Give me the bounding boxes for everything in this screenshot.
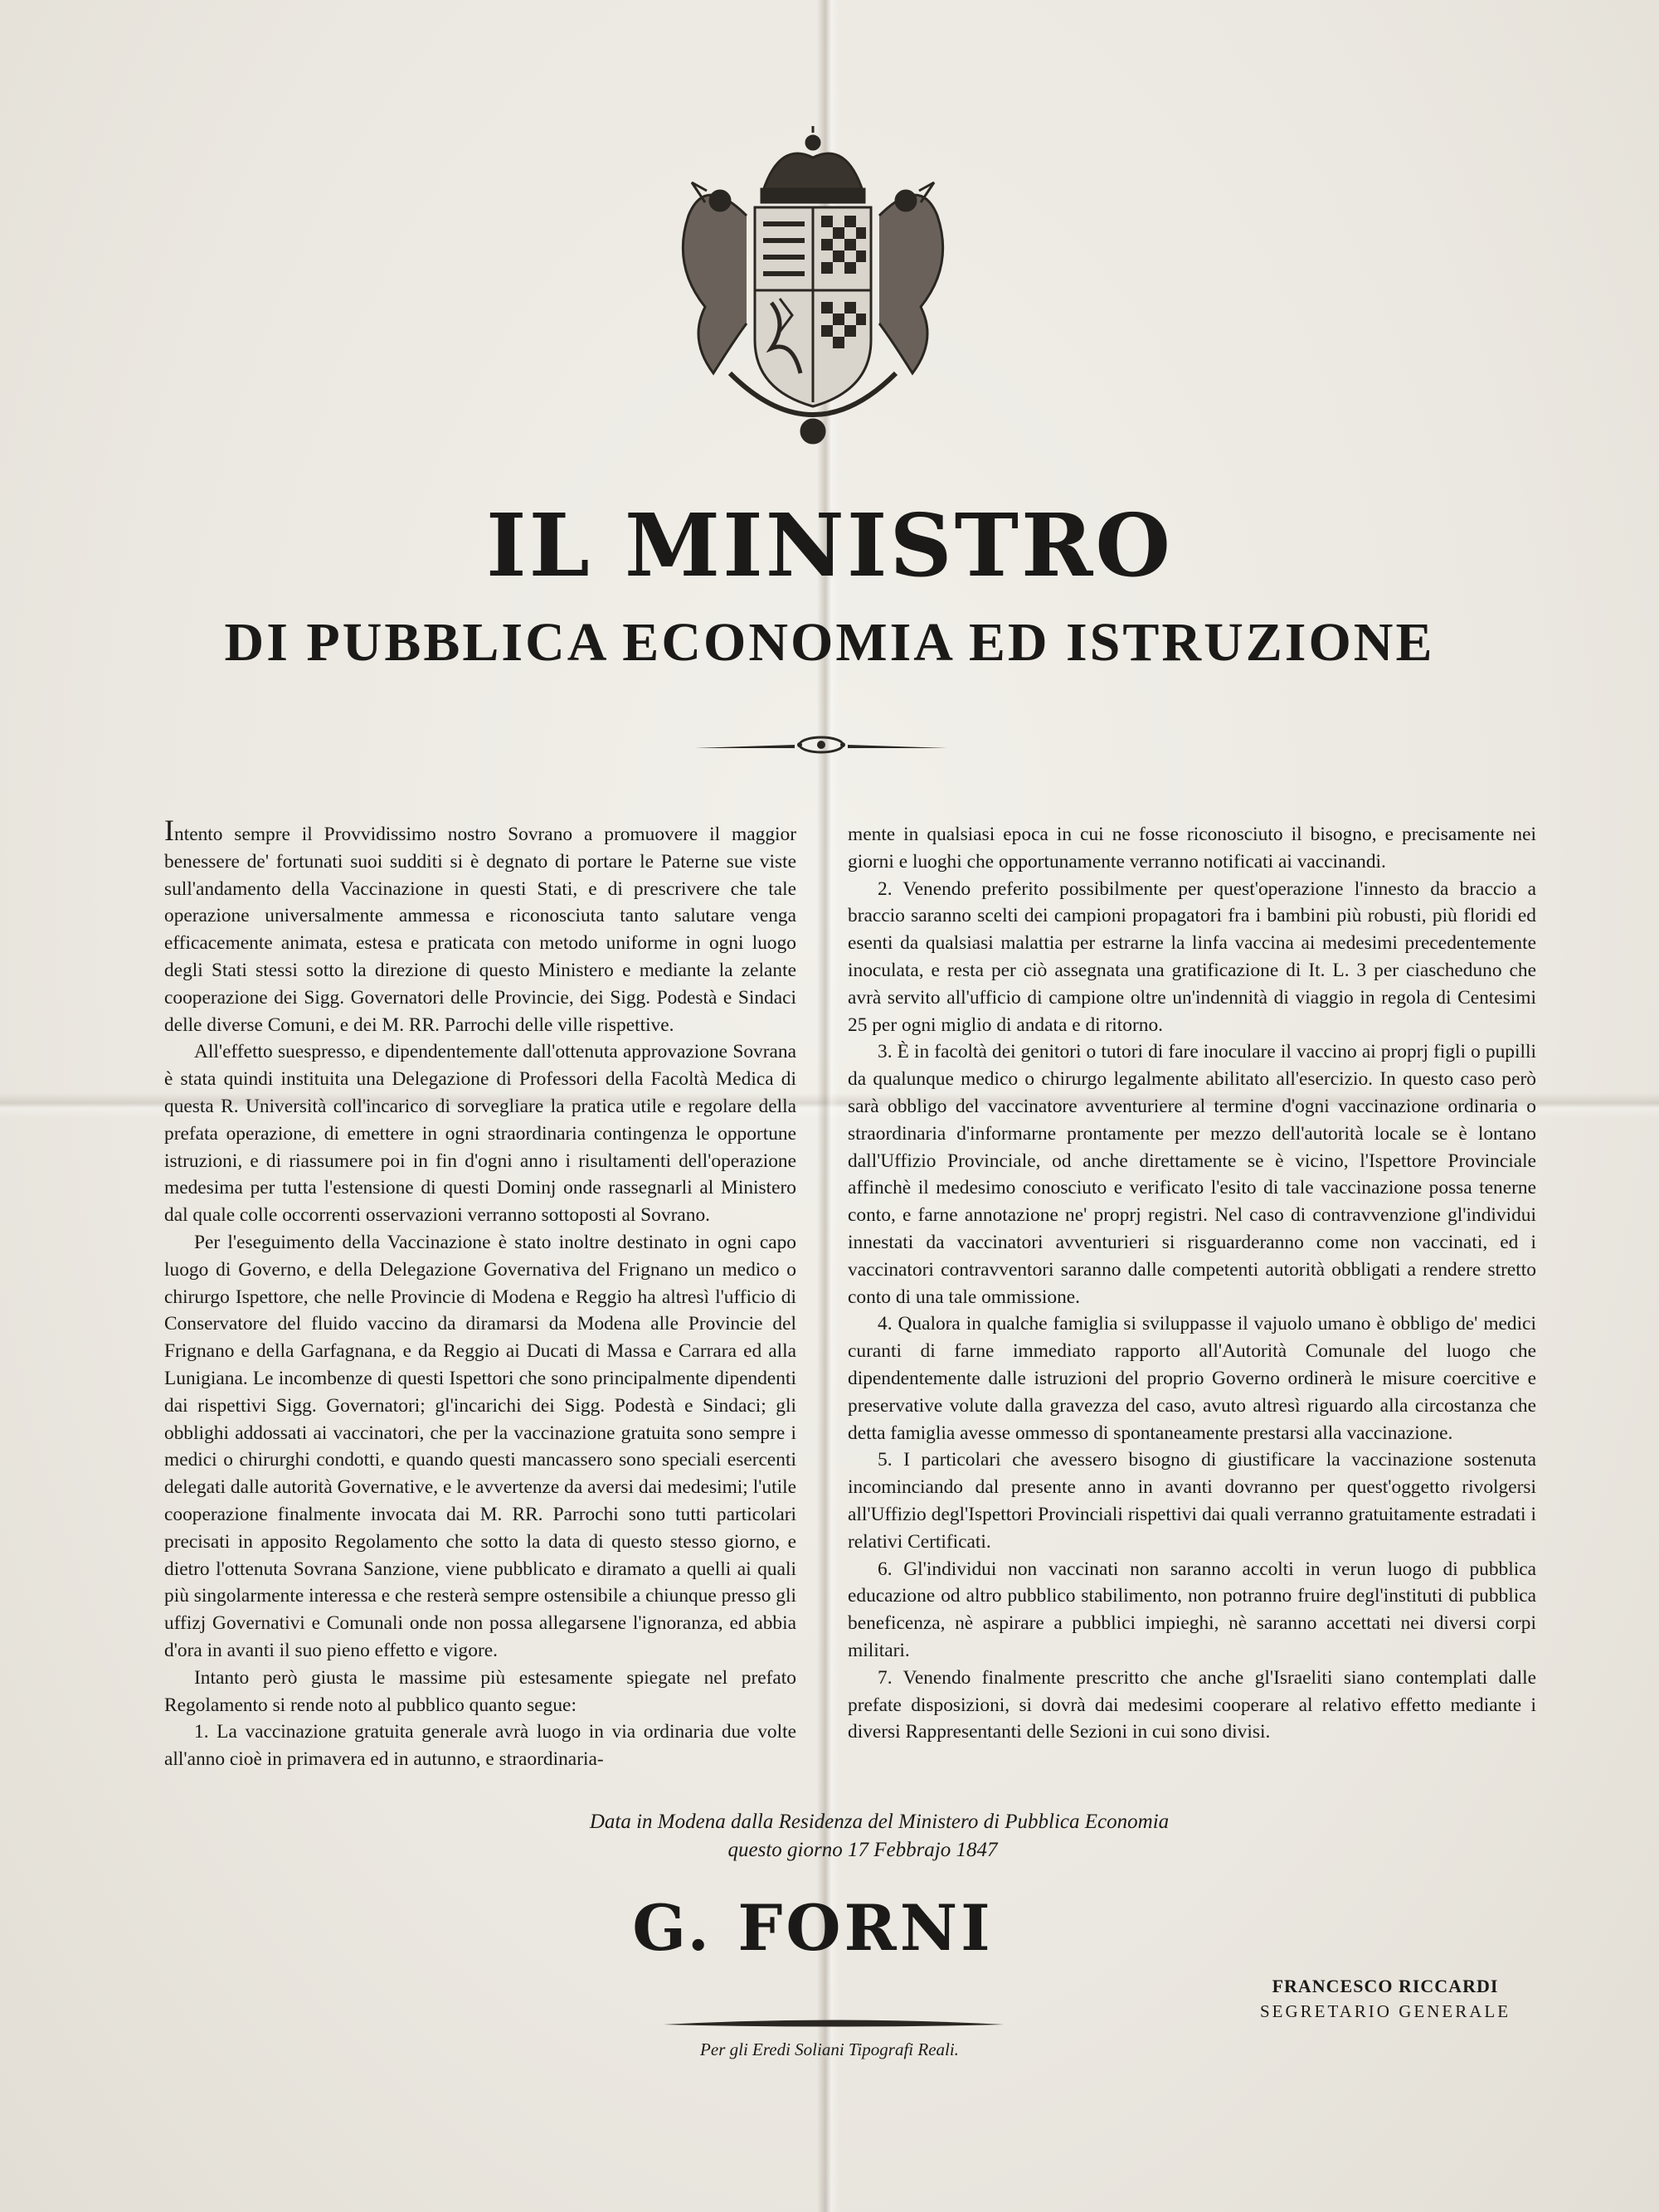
printer-line: Per gli Eredi Soliani Tipografi Reali.	[700, 2039, 959, 2059]
page-title: IL MINISTRO	[486, 494, 1173, 596]
paragraph: 3. È in facoltà dei genitori o tutori di fare inoculare il vaccino ai proprj figli o pupilli da qualunque medico o chirurgo legalmente abilitato all'esercizio. In questo caso però sarà obbligo del vaccinatore avventuriere al termine d'ogni vaccinazione ordinaria o straordinaria d'informarne prontamente per mezzo dell'autorità locale se è lontano dall'Uffizio Provinciale, od anche direttamente se è vicino, l'Ispettore Provinciale affinchè il medesimo conosciuto e verificato l'esito di tale vaccinazione possa tenerne conto, e farne annotazione ne' proprj registri. Nel caso di contravvenzione gl'individui innestati da vaccinatori avventurieri si risguarderanno come non vaccinati, ed i vaccinatori contravventori saranno dalle competenti autorità obbligati a rendere stretto conto di una tale ommissione.	[848, 1041, 1536, 1308]
page-subtitle: DI PUBBLICA ECONOMIA ED ISTRUZIONE	[224, 612, 1435, 673]
signature: G. FORNI	[632, 1891, 994, 1965]
signature-rule	[664, 2017, 1004, 2032]
paragraph: All'effetto suespresso, e dipendentemente dall'ottenuta approvazione Sovrana è stata quindi instituita una Delegazione di Professori della Facoltà Medica di questa R. Università coll'incarico di sorvegliare la pratica utile e regolare della prefata operazione, di emettere in ogni straordinaria contingenza le opportune istruzioni, e di riassumere poi in fin d'ogni anno i risultamenti dell'operazione medesima per tutta l'estensione di questi Dominj onde rassegnarli al Ministero dal quale colle occorrenti osservazioni verranno sottoposti al Sovrano.	[164, 1041, 796, 1227]
paragraph: 7. Venendo finalmente prescritto che anche gl'Israeliti siano contemplati dalle prefate disposizioni, si dovrà dai medesimi cooperare al relativo effetto mediante i diversi Rappresentanti delle Sezioni in cui sono divisi.	[848, 1666, 1536, 1743]
paragraph: Per l'eseguimento della Vaccinazione è stato inoltre destinato in ogni capo luogo di Governo, e della Delegazione Governativa del Frignano un medico o chirurgo Ispettore, che nelle Provincie di Modena e Reggio ha altresì l'ufficio di Conservatore del fluido vaccino da diramarsi da Modena alle Provincie del Frignano e della Garfagnana, e da Reggio ai Ducati di Massa e Carrara ed alla Lunigiana. Le incombenze di questi Ispettori che sono principalmente dipendenti dai rispettivi Sigg. Governatori; gl'incarichi dei Sigg. Podestà e Sindaci; gli obblighi addossati ai vaccinatori, che per la vaccinazione gratuita sono sempre i medici o chirurghi condotti, e quando questi mancassero sono speciali esercenti delegati dalle autorità Governative, e le avvertenze da aversi dai medesimi; l'utile cooperazione finalmente invocata dai M. RR. Parrochi sono tutti particolari precisati in apposito Regolamento che sotto la data di questo stesso giorno, e dietro l'ottenuta Sovrana Sanzione, viene pubblicato e diramato a quelli ai quali più singolarmente interessa e che resterà sempre ostensibile a chiunque presso gli uffizj Governativi e Comunali onde non possa allegarsene l'ignoranza, ed abbia d'ora in avanti il suo pieno effetto e vigore.	[164, 1231, 796, 1661]
dateline-place: Data in Modena dalla Residenza del Ministero di Pubblica Economia	[589, 1811, 1170, 1833]
paragraph: 5. I particolari che avessero bisogno di giustificare la vaccinazione sostenuta incominciando dal presente anno in avanti dovranno per quest'oggetto rivolgersi all'Uffizio degl'Ispettori Provinciali rispettivi dai quali verranno gratuitamente estradati i relativi Certificati.	[848, 1449, 1536, 1553]
paragraph: Intanto però giusta le massime più estesamente spiegate nel prefato Regolamento si rende noto al pubblico quanto segue:	[164, 1666, 796, 1716]
paragraph: 4. Qualora in qualche famiglia si sviluppasse il vajuolo umano è obbligo de' medici curanti di farne immediato rapporto all'Autorità Comunale del luogo che dipendentemente dalle istruzioni del proprio Governo ordinerà le misure coercitive e preservative volute dalla gravezza del caso, avuto altresì riguardo alla circostanza che detta famiglia avesse ommesso di spontaneamente prestarsi alla vaccinazione.	[848, 1313, 1536, 1444]
body-column-right	[848, 821, 1536, 1746]
paragraph: 1. La vaccinazione gratuita generale avrà luogo in via ordinaria due volte all'anno cioè in primavera ed in autunno, e straordinaria-	[164, 1721, 796, 1771]
body-column-left	[164, 814, 796, 1773]
coat-of-arms-icon	[655, 124, 971, 473]
paragraph: 2. Venendo preferito possibilmente per quest'operazione l'innesto da braccio a braccio saranno scelti dei campioni propagatori fra i bambini più robusti, più floridi ed esenti da qualsiasi malattia per estrarne la linfa vaccina ai medesimi precedentemente inoculata, e resta per ciò assegnata una gratificazione di It. L. 3 per ciascheduno che avrà servito all'ufficio di campione oltre un'indennità di viaggio in regola di Centesimi 25 per ogni miglio di andata e di ritorno.	[848, 878, 1536, 1036]
secretary-block	[1203, 1974, 1568, 2024]
paragraph: mente in qualsiasi epoca in cui ne fosse riconosciuto il bisogno, e precisamente nei giorni e luoghi che opportunamente verranno notificati ai vaccinandi.	[848, 824, 1536, 873]
drop-cap: I	[164, 814, 174, 847]
paragraph: Intento sempre il Provvidissimo nostro Sovrano a promuovere il maggior benessere de' fortunati suoi sudditi si è degnato di portare le Paterne sue viste sull'andamento della Vaccinazione in questi Stati, e di prescrivere che tale operazione universalmente ammessa e riconosciuta tanto salutare venga efficacemente animata, estesa e praticata con metodo uniforme in ogni luogo degli Stati stessi sotto la direzione di questo Ministero e mediante la zelante cooperazione dei Sigg. Governatori delle Provincie, dei Sigg. Podestà e Sindaci delle diverse Comuni, e dei M. RR. Parrochi delle ville rispettive.	[164, 814, 796, 1036]
dateline-date: questo giorno 17 Febbrajo 1847	[727, 1839, 998, 1861]
dateline	[465, 1808, 1211, 1864]
divider-ornament-icon	[695, 730, 947, 758]
secretary-role: SEGRETARIO GENERALE	[1259, 2001, 1511, 2021]
paragraph: 6. Gl'individui non vaccinati non saranno accolti in verun luogo di pubblica educazione od altro pubblico stabilimento, non potranno fruire degl'instituti di pubblica beneficenza, nè aspirare a pubblici impieghi, nè saranno accettati nei diversi corpi militari.	[848, 1558, 1536, 1661]
secretary-name: FRANCESCO RICCARDI	[1272, 1976, 1499, 1996]
